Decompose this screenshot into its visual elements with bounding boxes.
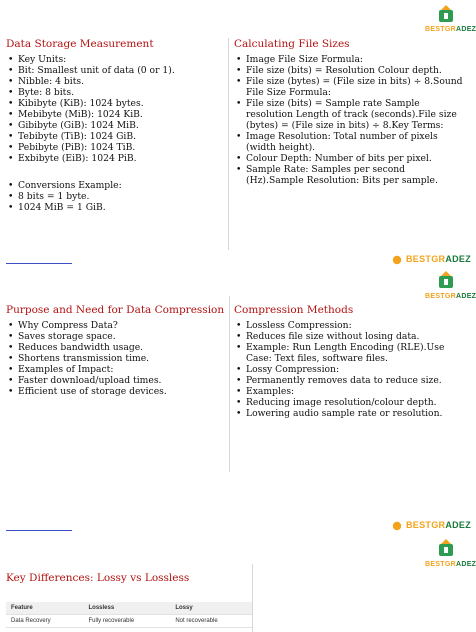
list-item: • File size (bytes) = (File size in bits) ÷ 8.Sound File Size Formula: <box>234 76 464 98</box>
panel-title: Calculating File Sizes <box>234 38 350 50</box>
list-item: • Image Resolution: Total number of pixels (width height). <box>234 131 464 153</box>
brand-wordmark: BESTGRADEZ <box>425 561 476 568</box>
cell-feature: Data Recovery <box>6 615 83 628</box>
comparison-table <box>6 602 252 628</box>
key-differences-title: Key Differences: Lossy vs Lossless <box>6 572 190 584</box>
list-item: • Reduces file size without losing data. <box>234 331 448 342</box>
list-item: • Permanently removes data to reduce size. <box>234 375 448 386</box>
bestgradez-logo <box>390 252 472 271</box>
bestgradez-logo <box>390 518 472 537</box>
brand-wordmark: BESTGRADEZ <box>425 26 476 33</box>
list-item: • Nibble: 4 bits. <box>6 76 228 87</box>
list-item: • Conversions Example: <box>6 180 228 191</box>
panel-title: Data Storage Measurement <box>6 38 154 50</box>
header-lossy: Lossy <box>170 602 252 615</box>
bestgradez-sun-icon <box>390 253 404 267</box>
list-item: • Byte: 8 bits. <box>6 87 228 98</box>
file-size-list <box>234 54 464 186</box>
compression-purpose-panel <box>6 304 226 397</box>
list-item: • Reducing image resolution/colour depth. <box>234 397 448 408</box>
list-item: • Tebibyte (TiB): 1024 GiB. <box>6 131 228 142</box>
list-item: • Lossy Compression: <box>234 364 448 375</box>
table-header-row <box>6 602 252 615</box>
compression-methods-panel <box>234 304 448 419</box>
table-row <box>6 615 252 628</box>
purpose-list <box>6 320 226 397</box>
list-item: • Sample Rate: Samples per second (Hz).Sample Resolution: Bits per sample. <box>234 164 464 186</box>
list-item: • Lowering audio sample rate or resolution. <box>234 408 448 419</box>
list-item: • Faster download/upload times. <box>6 375 226 386</box>
list-item: • Why Compress Data? <box>6 320 226 331</box>
bestgradez-sun-icon <box>390 519 404 533</box>
list-item: • 8 bits = 1 byte. <box>6 191 228 202</box>
units-list <box>6 54 228 164</box>
brand-wordmark: BESTGRADEZ <box>406 254 472 264</box>
list-item: • Shortens transmission time. <box>6 353 226 364</box>
panel-title: Compression Methods <box>234 304 354 316</box>
file-size-panel <box>234 38 464 186</box>
list-item: • Reduces bandwidth usage. <box>6 342 226 353</box>
brand-wordmark: BESTGRADEZ <box>406 520 472 530</box>
divider-link <box>6 263 72 264</box>
storage-measurement-panel <box>6 38 229 250</box>
list-item: • Efficient use of storage devices. <box>6 386 226 397</box>
list-item: • Example: Run Length Encoding (RLE).Use Case: Text files, software files. <box>234 342 448 364</box>
list-item: • Bit: Smallest unit of data (0 or 1). <box>6 65 228 76</box>
list-item: • Mebibyte (MiB): 1024 KiB. <box>6 109 228 120</box>
list-item: • File size (bits) = Resolution Colour depth. <box>234 65 464 76</box>
list-item: • Key Units: <box>6 54 228 65</box>
list-item: • Lossless Compression: <box>234 320 448 331</box>
brand-wordmark: BESTGRADEZ <box>425 293 476 300</box>
list-item: • Colour Depth: Number of bits per pixel. <box>234 153 464 164</box>
header-feature: Feature <box>6 602 83 615</box>
methods-list <box>234 320 448 419</box>
column-separator <box>252 564 253 632</box>
list-item: • 1024 MiB = 1 GiB. <box>6 202 228 213</box>
divider-link <box>6 530 72 531</box>
conversions-list <box>6 180 228 213</box>
list-item: • Gibibyte (GiB): 1024 MiB. <box>6 120 228 131</box>
cell-lossless: Fully recoverable <box>83 615 170 628</box>
list-item: • Kibibyte (KiB): 1024 bytes. <box>6 98 228 109</box>
list-item: • Examples: <box>234 386 448 397</box>
header-lossless: Lossless <box>83 602 170 615</box>
bestgradez-logo-icon <box>436 538 456 558</box>
bestgradez-logo-icon <box>436 270 456 290</box>
cell-lossy: Not recoverable <box>170 615 252 628</box>
panel-title: Purpose and Need for Data Compression <box>6 304 225 316</box>
list-item: • Image File Size Formula: <box>234 54 464 65</box>
list-item: • Examples of Impact: <box>6 364 226 375</box>
column-separator <box>229 296 230 472</box>
bestgradez-logo-icon <box>436 4 456 24</box>
list-item: • Pebibyte (PiB): 1024 TiB. <box>6 142 228 153</box>
list-item: • Saves storage space. <box>6 331 226 342</box>
list-item: • File size (bits) = Sample rate Sample resolution Length of track (seconds).File size (bytes) = (File size in bits) ÷ 8.Key Terms: <box>234 98 464 131</box>
list-item: • Exbibyte (EiB): 1024 PiB. <box>6 153 228 164</box>
